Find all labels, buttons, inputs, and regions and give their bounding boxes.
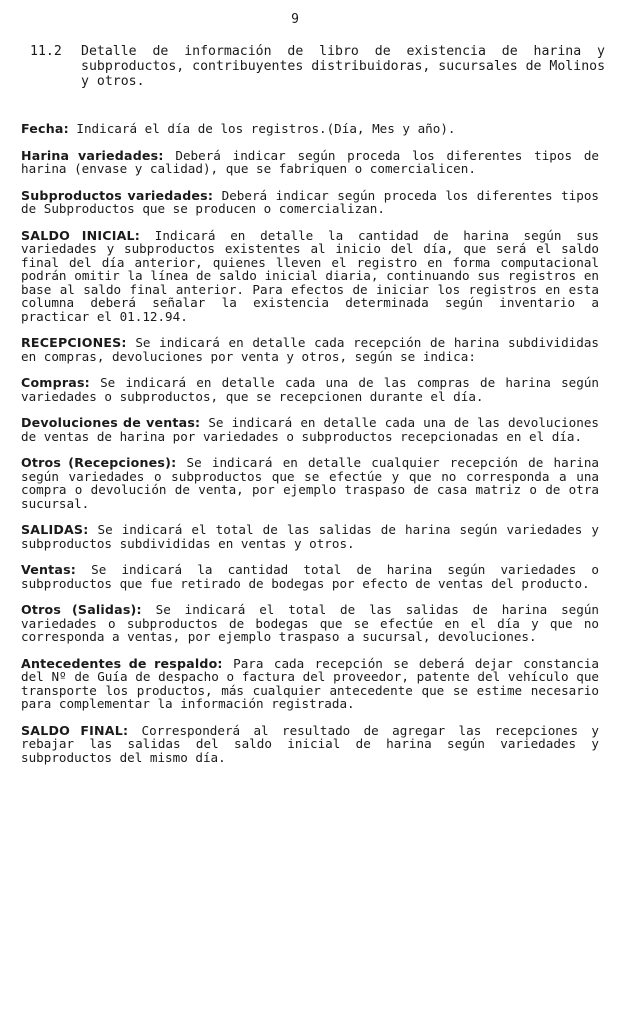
paragraph-subproductos-variedades (21, 189, 599, 216)
paragraph-text: Para cada recepción se deberá dejar constancia del Nº de Guía de despacho o factura del proveedor, patente del vehículo que transporte los productos, más cualquier antecedente que se estime necesario para complementar la información registrada. (21, 655, 599, 711)
page-number: 9 (291, 12, 299, 27)
document-body (21, 122, 599, 777)
paragraph-fecha (21, 122, 599, 136)
section-title: Detalle de información de libro de existencia de harina y subproductos, contribuyentes distribuidoras, sucursales de Molinos y otros. (81, 44, 606, 89)
term-label: Ventas: (21, 562, 77, 577)
term-label: Otros (Recepciones): (21, 455, 177, 470)
paragraph-harina-variedades (21, 149, 599, 176)
paragraph-otros-salidas (21, 603, 599, 644)
paragraph-text: Se indicará en detalle cada una de las devoluciones de ventas de harina por variedades o subproductos recepcionadas en el día. (21, 415, 599, 444)
paragraph-salidas (21, 523, 599, 550)
paragraph-saldo-inicial (21, 229, 599, 324)
term-label: RECEPCIONES: (21, 335, 127, 350)
paragraph-devoluciones-ventas (21, 416, 599, 443)
term-label: SALIDAS: (21, 522, 89, 537)
paragraph-text: Indicará el día de los registros.(Día, Mes y año). (68, 121, 456, 136)
paragraph-text: Se indicará en detalle cualquier recepción de harina según variedades o subproductos que se efectúe y que no corresponda a una compra o devolución de venta, por ejemplo traspaso de casa matriz o de otra sucursal. (21, 455, 599, 511)
paragraph-saldo-final (21, 724, 599, 765)
term-label: SALDO INICIAL: (21, 227, 141, 243)
term-label: Compras: (21, 375, 90, 390)
paragraph-compras (21, 376, 599, 403)
paragraph-recepciones (21, 336, 599, 363)
paragraph-ventas (21, 563, 599, 590)
term-label: Harina variedades: (21, 147, 164, 163)
term-label: Otros (Salidas): (21, 602, 142, 617)
term-label: Devoluciones de ventas: (21, 415, 201, 430)
paragraph-text: Se indicará en detalle cada una de las compras de harina según variedades o subproductos, que se recepcionen durante el día. (21, 375, 599, 404)
paragraph-text: Deberá indicar según proceda los diferentes tipos de Subproductos que se producen o comercializan. (21, 187, 599, 216)
paragraph-text: Se indicará el total de las salidas de harina según variedades o subproductos de bodegas que se efectúe en el día y que no corresponda a ventas, por ejemplo traspaso a sucursal, devoluciones. (21, 602, 599, 644)
paragraph-text: Se indicará el total de las salidas de harina según variedades y subproductos subdivididas en ventas y otros. (21, 522, 599, 551)
term-label: SALDO FINAL: (21, 722, 129, 738)
paragraph-text: Indicará en detalle la cantidad de harina según sus variedades y subproductos existentes al inicio del día, que será el saldo final del día anterior, quienes lleven el registro en forma computacional podrán omitir la línea de saldo inicial diaria, continuando sus registros en base al saldo final anterior. Para efectos de iniciar los registros en esta columna deberá señalar la existencia determinada según inventario a practicar el 01.12.94. (21, 227, 599, 324)
paragraph-text: Se indicará la cantidad total de harina según variedades o subproductos que fue retirado de bodegas por efecto de ventas del producto. (21, 562, 599, 591)
section-number: 11.2 (30, 44, 62, 59)
term-label: Antecedentes de respaldo: (21, 655, 223, 671)
paragraph-otros-recepciones (21, 456, 599, 510)
section-heading (30, 44, 605, 89)
term-label: Subproductos variedades: (21, 187, 214, 203)
term-label: Fecha: (21, 121, 69, 136)
paragraph-text: Se indicará en detalle cada recepción de harina subdivididas en compras, devoluciones por venta y otros, según se indica: (21, 335, 599, 364)
paragraph-text: Corresponderá al resultado de agregar las recepciones y rebajar las salidas del saldo inicial de harina según variedades y subproductos del mismo día. (21, 722, 599, 765)
paragraph-text: Deberá indicar según proceda los diferentes tipos de harina (envase y calidad), que se fabriquen o comercialicen. (21, 147, 599, 176)
paragraph-antecedentes-respaldo (21, 657, 599, 711)
